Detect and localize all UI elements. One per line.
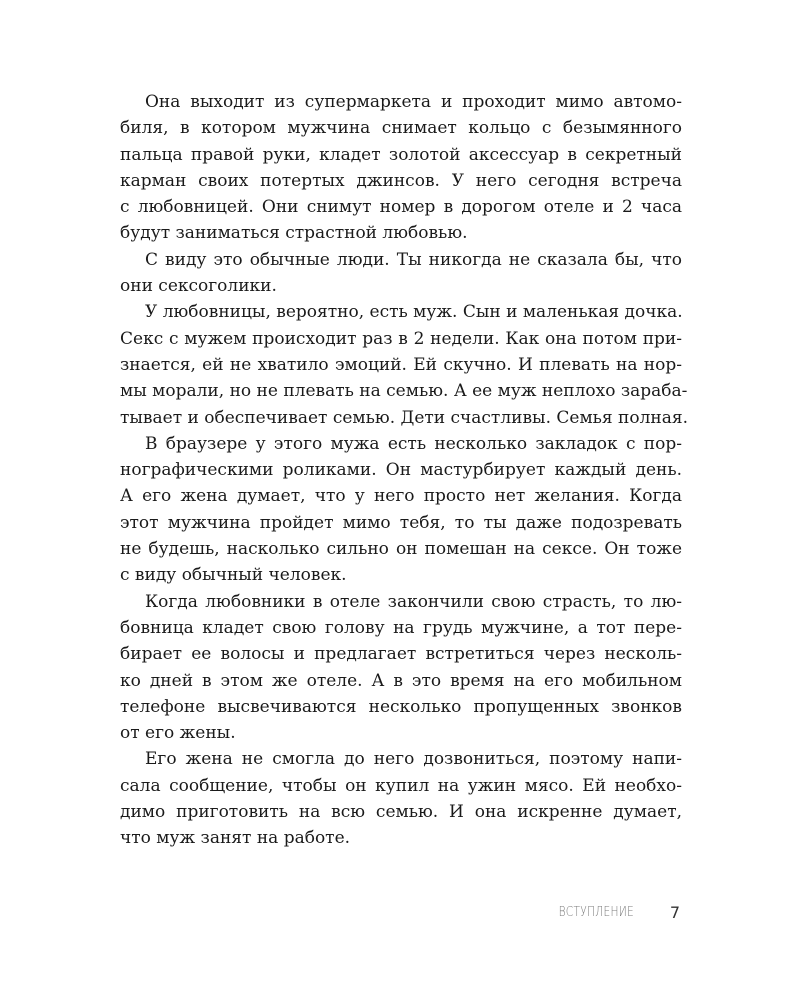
body-text bbox=[120, 89, 689, 852]
text-line: димо приготовить на всю семью. И она искренне думает, bbox=[120, 802, 682, 823]
text-line: В браузере у этого мужа есть несколько закладок с пор- bbox=[145, 433, 682, 454]
text-line: Секс с мужем происходит раз в 2 недели. Как она потом при- bbox=[120, 328, 682, 349]
text-line: с любовницей. Они снимут номер в дорогом отеле и 2 часа bbox=[120, 197, 682, 218]
text-line: Его жена не смогла до него дозвониться, поэтому напи- bbox=[145, 749, 682, 770]
text-line: этот мужчина пройдет мимо тебя, то ты даже подозревать bbox=[120, 512, 682, 533]
paragraph bbox=[120, 431, 682, 589]
text-line: что муж занят на работе. bbox=[120, 828, 351, 849]
text-line: тывает и обеспечивает семью. Дети счастливы. Семья полная. bbox=[120, 407, 689, 428]
text-line: знается, ей не хватило эмоций. Ей скучно. И плевать на нор- bbox=[120, 354, 682, 375]
text-line: они сексоголики. bbox=[120, 276, 277, 297]
text-line: нографическими роликами. Он мастурбирует каждый день. bbox=[120, 460, 682, 481]
text-line: бовница кладет свою голову на грудь мужчине, а тот пере- bbox=[120, 617, 682, 638]
text-line: мы морали, но не плевать на семью. А ее муж неплохо зараба- bbox=[120, 381, 688, 402]
text-line: не будешь, насколько сильно он помешан на сексе. Он тоже bbox=[120, 539, 682, 560]
paragraph bbox=[120, 247, 682, 300]
text-line: биля, в котором мужчина снимает кольцо с безымянного bbox=[120, 118, 682, 139]
paragraph bbox=[120, 589, 682, 747]
paragraph bbox=[120, 299, 689, 430]
text-line: С виду это обычные люди. Ты никогда не сказала бы, что bbox=[145, 249, 682, 270]
text-line: сала сообщение, чтобы он купил на ужин мясо. Ей необхо- bbox=[120, 775, 682, 796]
text-line: А его жена думает, что у него просто нет желания. Когда bbox=[120, 486, 682, 507]
text-line: от его жены. bbox=[120, 723, 236, 744]
text-line: с виду обычный человек. bbox=[120, 565, 347, 586]
text-line: карман своих потертых джинсов. У него сегодня встреча bbox=[120, 170, 682, 191]
page-footer bbox=[0, 903, 800, 927]
paragraph bbox=[120, 89, 682, 247]
text-line: У любовницы, вероятно, есть муж. Сын и маленькая дочка. bbox=[145, 302, 683, 323]
text-line: пальца правой руки, кладет золотой аксессуар в секретный bbox=[120, 144, 682, 165]
text-line: Когда любовники в отеле закончили свою страсть, то лю- bbox=[145, 591, 682, 612]
text-line: ко дней в этом же отеле. А в это время на его мобильном bbox=[120, 670, 682, 691]
running-head: ВСТУПЛЕНИЕ bbox=[558, 905, 634, 920]
text-line: будут заниматься страстной любовью. bbox=[120, 223, 468, 244]
page-number: 7 bbox=[669, 903, 680, 922]
text-line: телефоне высвечиваются несколько пропущенных звонков bbox=[120, 696, 682, 717]
text-line: Она выходит из супермаркета и проходит мимо автомо- bbox=[145, 92, 682, 112]
paragraph bbox=[120, 746, 682, 851]
text-line: бирает ее волосы и предлагает встретиться через несколь- bbox=[120, 644, 682, 665]
